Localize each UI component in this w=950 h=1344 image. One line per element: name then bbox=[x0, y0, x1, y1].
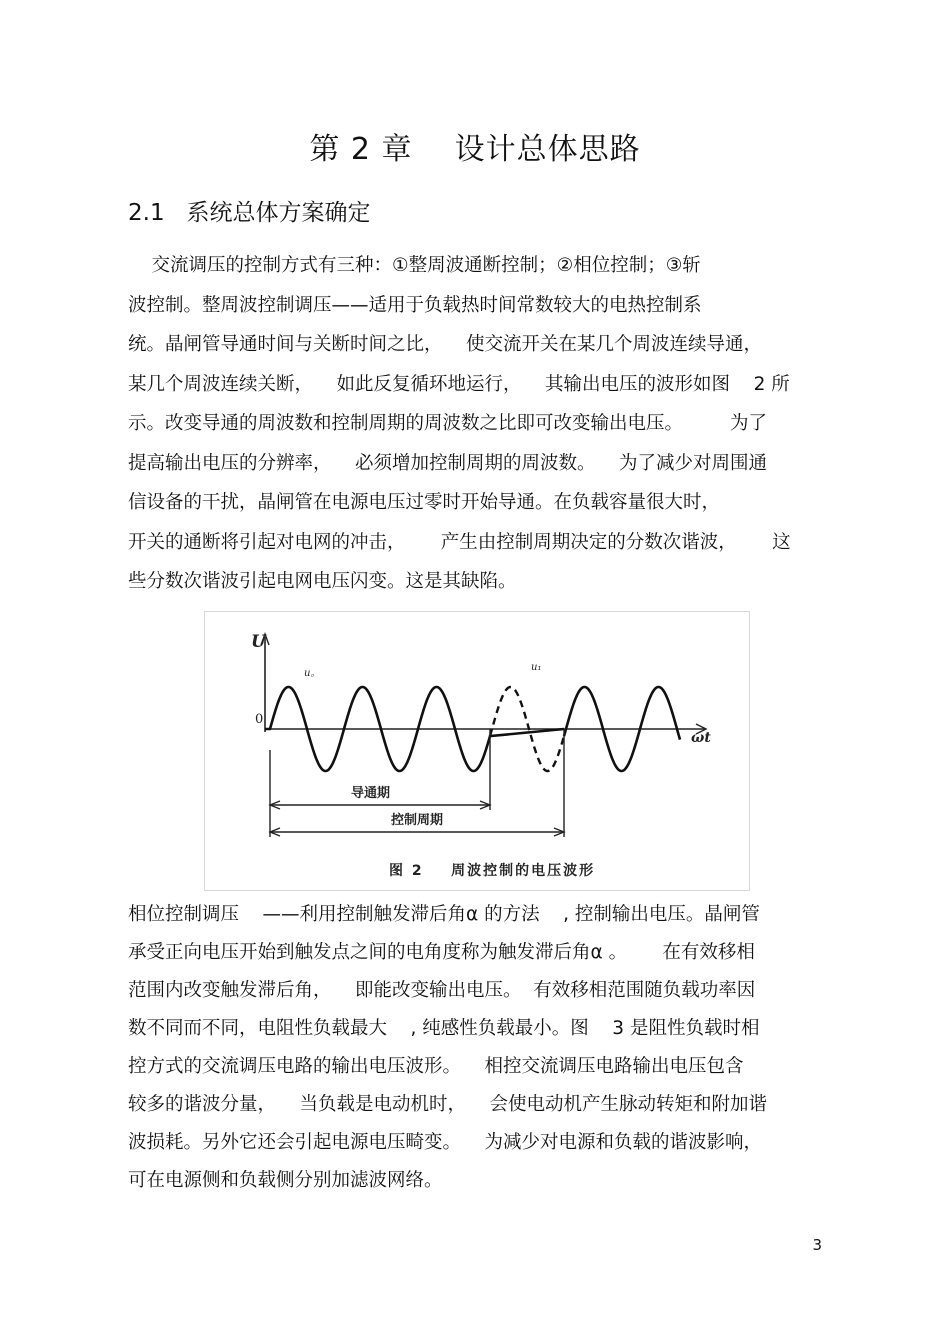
text-line: 相位控制调压 ——利用控制触发滞后角α 的方法 , 控制输出电压。晶闸管 bbox=[128, 904, 760, 925]
text-line: 较多的谐波分量， 当负载是电动机时， 会使电动机产生脉动转矩和附加谐 bbox=[128, 1094, 768, 1115]
conduction-period-label: 导通期 bbox=[351, 786, 391, 801]
text-line: 可在电源侧和负载侧分别加滤波网络。 bbox=[128, 1170, 443, 1191]
chapter-title: 第 2 章 设计总体思路 bbox=[309, 132, 641, 167]
text-line: 提高输出电压的分辨率， 必须增加控制周期的周波数。 为了减少对周围通 bbox=[128, 452, 768, 474]
input-voltage-label: u₁ bbox=[531, 662, 542, 673]
origin-label: 0 bbox=[255, 712, 264, 727]
text-line: 交流调压的控制方式有三种：①整周波通断控制；②相位控制；③斩 bbox=[128, 255, 701, 276]
figure-caption: 图 2 周波控制的电压波形 bbox=[389, 863, 596, 879]
text-line: 某几个周波连续关断， 如此反复循环地运行， 其输出电压的波形如图 2 所 bbox=[128, 373, 790, 395]
page-number: 3 bbox=[812, 1236, 822, 1254]
text-line: 信设备的干扰，晶闸管在电源电压过零时开始导通。在负载容量很大时， bbox=[128, 492, 721, 513]
waveform-diagram bbox=[205, 612, 751, 892]
text-line: 示。改变导通的周波数和控制周期的周波数之比即可改变输出电压。 为了 bbox=[128, 413, 768, 434]
figure-voltage-waveform bbox=[204, 611, 750, 891]
text-line: 波损耗。另外它还会引起电源电压畸变。 为减少对电源和负载的谐波影响， bbox=[128, 1132, 763, 1153]
text-line: 开关的通断将引起对电网的冲击， 产生由控制周期决定的分数次谐波， 这 bbox=[128, 531, 791, 553]
section-title: 2.1 系统总体方案确定 bbox=[128, 200, 371, 226]
y-axis-label: U bbox=[251, 632, 266, 652]
x-axis-label: ωt bbox=[691, 730, 711, 746]
output-voltage-label: u。 bbox=[304, 668, 321, 679]
text-line: 范围内改变触发滞后角， 即能改变输出电压。 有效移相范围随负载功率因 bbox=[128, 980, 756, 1001]
text-line: 波控制。整周波控制调压——适用于负载热时间常数较大的电热控制系 bbox=[128, 294, 702, 316]
text-line: 控方式的交流调压电路的输出电压波形。 相控交流调压电路输出电压包含 bbox=[128, 1056, 744, 1077]
text-line: 些分数次谐波引起电网电压闪变。这是其缺陷。 bbox=[128, 571, 517, 592]
control-period-label: 控制周期 bbox=[391, 813, 444, 828]
text-line: 数不同而不同，电阻性负载最大 , 纯感性负载最小。图 3 是阻性负载时相 bbox=[128, 1018, 760, 1039]
text-line: 统。晶闸管导通时间与关断时间之比， 使交流开关在某几个周波连续导通， bbox=[128, 334, 763, 355]
text-line: 承受正向电压开始到触发点之间的电角度称为触发滞后角α 。 在有效移相 bbox=[128, 942, 755, 963]
